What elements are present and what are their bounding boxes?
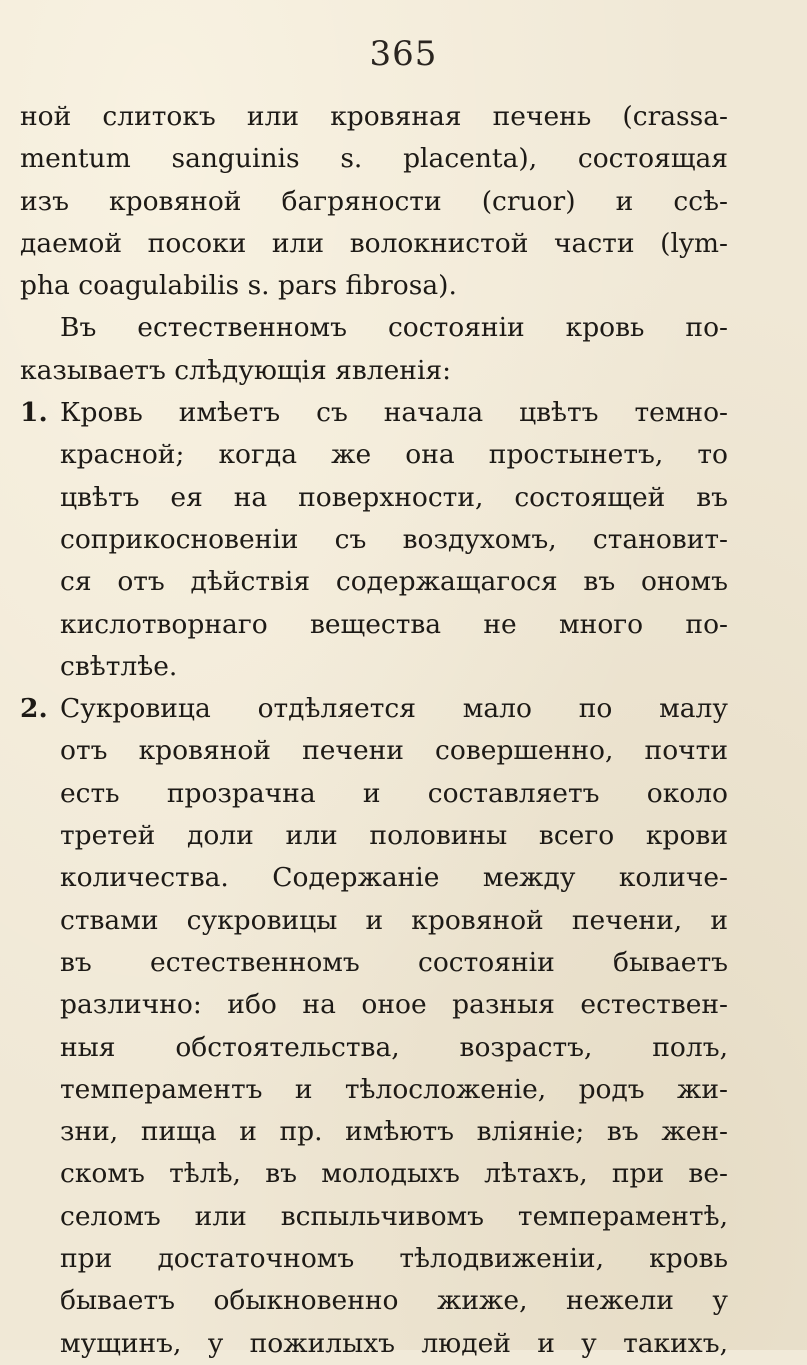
- text-line: соприкосновеніи съ воздухомъ, становит-: [60, 523, 728, 555]
- text-line: различно: ибо на оное разныя естествен-: [60, 989, 728, 1021]
- text-line: казываетъ слѣдующія явленія:: [20, 354, 452, 386]
- text-line: бываетъ обыкновенно жиже, нежели у: [60, 1285, 728, 1317]
- text-line: зни, пища и пр. имѣютъ вліяніе; въ жен-: [60, 1116, 728, 1148]
- page-number: 365: [369, 34, 438, 74]
- text-line: pha coagulabilis s. pars fibrosa).: [20, 270, 457, 302]
- text-line: въ естественномъ состояніи бываетъ: [60, 946, 728, 978]
- text-line: темпераментъ и тѣлосложеніе, родъ жи-: [60, 1073, 728, 1105]
- text-line: mentum sanguinis s. placenta), состоящая: [20, 143, 728, 175]
- page-text: [20, 96, 728, 1365]
- text-line: мущинъ, у пожилыхъ людей и у такихъ,: [60, 1327, 728, 1359]
- item-number: 2.: [20, 693, 48, 725]
- text-line: отъ кровяной печени совершенно, почти: [60, 735, 728, 767]
- list-item-1-first-line: [20, 392, 728, 434]
- text-line: свѣтлѣе.: [60, 650, 178, 682]
- text-line: скомъ тѣлѣ, въ молодыхъ лѣтахъ, при ве-: [60, 1158, 728, 1190]
- text-line: селомъ или вспыльчивомъ темпераментѣ,: [60, 1200, 728, 1232]
- text-line: цвѣтъ ея на поверхности, состоящей въ: [60, 481, 728, 513]
- text-line: красной; когда же она простынетъ, то: [60, 439, 728, 471]
- text-line: количества. Содержаніе между количе-: [60, 862, 728, 894]
- text-line: при достаточномъ тѣлодвиженіи, кровь: [60, 1243, 728, 1275]
- text-line: кислотворнаго вещества не много по-: [60, 608, 728, 640]
- text-line: есть прозрачна и составляетъ около: [60, 777, 728, 809]
- list-item-2-first-line: [20, 688, 728, 730]
- text-line: ныя обстоятельства, возрастъ, полъ,: [60, 1031, 728, 1063]
- text-line: Въ естественномъ состояніи кровь по-: [60, 312, 728, 344]
- item-number: 1.: [20, 397, 48, 429]
- text-line: Сукровица отдѣляется мало по малу: [60, 693, 728, 725]
- text-line: даемой посоки или волокнистой части (lym-: [20, 227, 728, 259]
- text-line: ствами сукровицы и кровяной печени, и: [60, 904, 728, 936]
- text-line: ся отъ дѣйствія содержащагося въ ономъ: [60, 566, 728, 598]
- text-line: третей доли или половины всего крови: [60, 820, 728, 852]
- text-line: изъ кровяной багряности (cruor) и ссѣ-: [20, 185, 728, 217]
- text-line: ной слитокъ или кровяная печень (crassa-: [20, 101, 728, 132]
- text-line: Кровь имѣетъ съ начала цвѣтъ темно-: [60, 397, 728, 429]
